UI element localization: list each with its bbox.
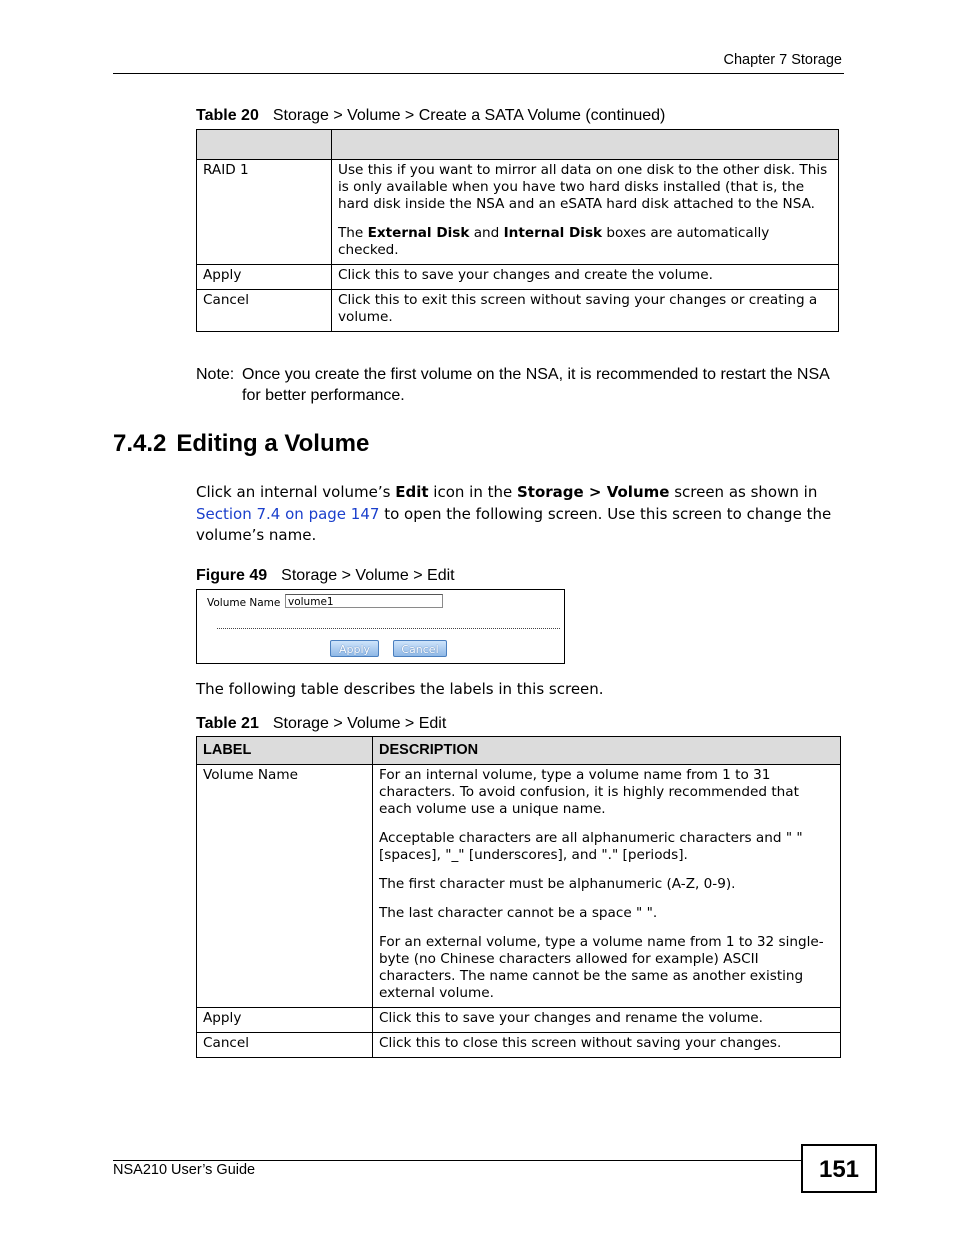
label-column-header: LABEL xyxy=(197,737,373,765)
table-20 xyxy=(196,129,839,332)
description-column-header: DESCRIPTION xyxy=(373,737,841,765)
internal-disk-term: Internal Disk xyxy=(503,225,603,241)
description-paragraph: Use this if you want to mirror all data on one disk to the other disk. This is only available when you have two hard disks installed (that is, the hard disk inside the NSA and an eSATA hard disk attached to the NSA. xyxy=(338,162,828,212)
describes-paragraph: The following table describes the labels in this screen. xyxy=(196,680,604,698)
volume-name-input[interactable]: volume1 xyxy=(285,594,443,608)
row-label: Cancel xyxy=(197,290,332,332)
edit-term: Edit xyxy=(395,483,429,501)
table-row xyxy=(197,160,839,265)
intro-paragraph: Click an internal volume’s Edit icon in the Storage > Volume screen as shown in Section 7.4 on page 147 to open the following screen. Use this screen to change the volume’s name. xyxy=(196,483,832,544)
table-20-caption-label: Table 20 xyxy=(196,107,259,124)
description-paragraph: For an external volume, type a volume name from 1 to 32 single-byte (no Chinese characters allowed for example) ASCII characters. The name cannot be the same as another existing external volume. xyxy=(379,934,824,1001)
running-header: Chapter 7 Storage xyxy=(723,52,842,68)
table-row xyxy=(197,290,839,332)
description-paragraph: For an internal volume, type a volume name from 1 to 31 characters. To avoid confusion, it is highly recommended that each volume use a unique name. xyxy=(379,767,799,817)
row-label: Volume Name xyxy=(197,765,373,1008)
row-description xyxy=(373,765,841,1008)
table-20-header-row xyxy=(197,130,839,160)
cancel-button[interactable]: Cancel xyxy=(393,640,447,657)
edit-volume-screenshot xyxy=(196,589,565,664)
table-row xyxy=(197,1033,841,1058)
table-20-caption-title: Storage > Volume > Create a SATA Volume (continued) xyxy=(272,107,666,124)
table-21-header-row xyxy=(197,737,841,765)
storage-volume-term: Storage > Volume xyxy=(516,483,670,501)
table-row xyxy=(197,1008,841,1033)
description-paragraph: Acceptable characters are all alphanumeric characters and " " [spaces], "_" [underscores], and "." [periods]. xyxy=(379,830,803,863)
table-21 xyxy=(196,736,841,1058)
table-row xyxy=(197,265,839,290)
table-20-col1-header xyxy=(197,130,332,160)
page-number: 151 xyxy=(801,1144,877,1193)
table-20-caption xyxy=(196,107,665,125)
description-paragraph: The last character cannot be a space " ". xyxy=(379,905,658,921)
note-text: Once you create the first volume on the NSA, it is recommended to restart the NSA for better performance. xyxy=(242,366,829,404)
external-disk-term: External Disk xyxy=(367,225,470,241)
row-description: Click this to save your changes and create the volume. xyxy=(332,265,839,290)
table-row xyxy=(197,765,841,1008)
row-description: Click this to exit this screen without saving your changes or creating a volume. xyxy=(332,290,839,332)
section-link[interactable]: Section 7.4 on page 147 xyxy=(196,504,380,523)
volume-name-label: Volume Name xyxy=(207,597,281,609)
row-label: Apply xyxy=(197,1008,373,1033)
apply-button[interactable]: Apply xyxy=(330,640,379,657)
note xyxy=(196,364,841,406)
section-title: Editing a Volume xyxy=(176,430,370,457)
note-label: Note: xyxy=(196,366,235,383)
header-rule xyxy=(113,73,844,74)
table-21-caption-label: Table 21 xyxy=(196,715,259,732)
dotted-divider xyxy=(217,628,560,629)
row-description: Click this to save your changes and rename the volume. xyxy=(373,1008,841,1033)
row-description xyxy=(332,160,839,265)
row-label: Cancel xyxy=(197,1033,373,1058)
footer-rule xyxy=(113,1160,801,1161)
figure-49-caption xyxy=(196,567,455,585)
footer-guide-title: NSA210 User’s Guide xyxy=(113,1162,256,1178)
description-paragraph: The first character must be alphanumeric (A-Z, 0-9). xyxy=(379,876,736,892)
description-paragraph: The External Disk and Internal Disk boxes are automatically checked. xyxy=(338,225,770,258)
row-label: Apply xyxy=(197,265,332,290)
figure-49-caption-label: Figure 49 xyxy=(196,567,268,584)
section-number: 7.4.2 xyxy=(113,430,167,457)
table-21-caption-title: Storage > Volume > Edit xyxy=(272,715,447,732)
figure-49-caption-title: Storage > Volume > Edit xyxy=(281,567,455,584)
table-20-col2-header xyxy=(332,130,839,160)
section-heading xyxy=(113,430,369,458)
row-description: Click this to close this screen without saving your changes. xyxy=(373,1033,841,1058)
row-label: RAID 1 xyxy=(197,160,332,265)
table-21-caption xyxy=(196,715,446,733)
